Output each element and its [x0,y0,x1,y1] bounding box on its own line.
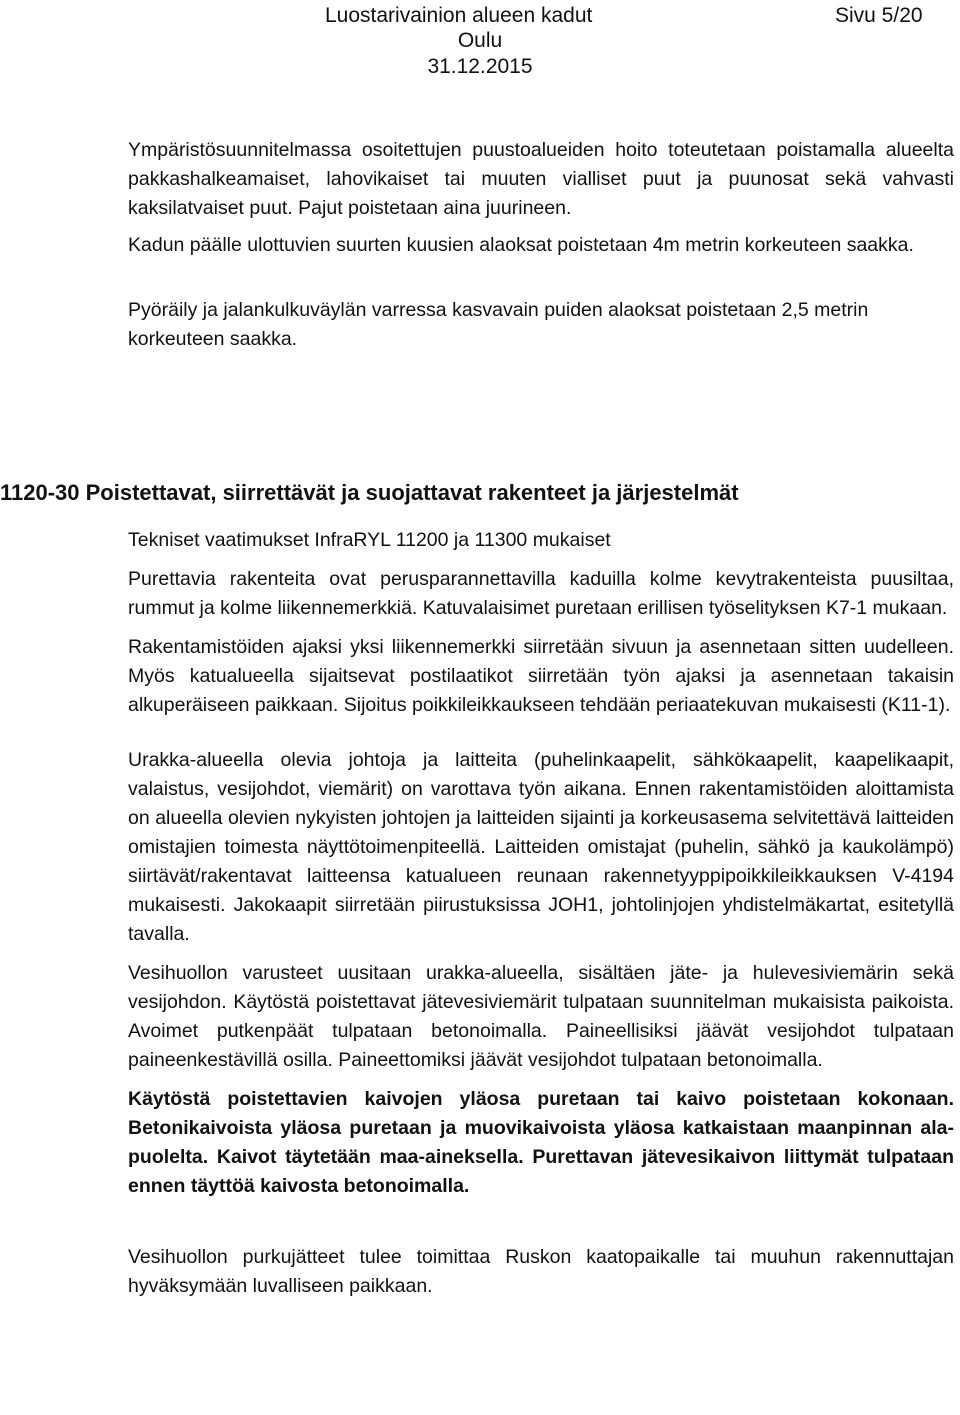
paragraph-utilities: Urakka-alueella olevia johtoja ja laitteita (puhelinkaapelit, sähkökaapelit, kaapelikaapit, valaistus, vesijohdot, viemärit) on varottava työn aikana. Ennen rakentamistöiden aloittamista on alueella olevien nykyisten johtojen ja laitteiden sijainti ja korkeusasema selvitettävä laitteiden omistajien toimesta näyttötoimenpiteellä. Laitteiden omistajat (puhelin, sähkö ja kaukolämpö) siirtävät/rakentavat laitteensa katualueen reunaan rakennetyyppipoikkileikkauksen V-4194 mukaisesti. Jakokaapit siirretään piirustuksissa JOH1, johtolinjojen yhdistelmäkartat, esitetyllä tavalla. [128,749,954,945]
paragraph-cycleway-branches: Pyöräily ja jalankulkuväylän varressa kasvavain puiden alaoksat poistetaan 2,5 metrin korkeuteen saakka. [128,299,869,350]
page-header [0,0,960,90]
paragraph-water-supply: Vesihuollon varusteet uusitaan urakka-alueella, sisältäen jäte- ja hulevesiviemärin sekä vesijohdon. Käytöstä poistettavat jätevesiviemärit tulpataan suunnitelman mukaisista paikoista. Avoimet putkenpäät tulpataan betonoimalla. Paineellisiksi jäävät vesijohdot tulpataan paineenkestävillä osilla. Paineettomiksi jäävät vesijohdot tulpataan betonoimalla. [128,962,954,1071]
paragraph-waste: Vesihuollon purkujätteet tulee toimittaa Ruskon kaatopaikalle tai muuhun rakennuttajan hyväksymään luvalliseen paikkaan. [128,1246,954,1297]
paragraph-demolition: Purettavia rakenteita ovat perusparannettavilla kaduilla kolme kevytrakenteista puusiltaa, rummut ja kolme liikennemerkkiä. Katuvalaisimet puretaan erillisen työselityksen K7-1 mukaan. [128,568,954,619]
paragraph-spruce-branches: Kadun päälle ulottuvien suurten kuusien alaoksat poistetaan 4m metrin korkeuteen saakka. [128,234,914,256]
section-body [128,526,954,1301]
paragraph-relocation: Rakentamistöiden ajaksi yksi liikennemerkki siirretään sivuun ja asennetaan sitten uudelleen. Myös katualueella sijaitsevat postilaatikot siirretään työn ajaksi ja asennetaan takaisin alkuperäiseen paikkaan. Sijoitus poikkileikkaukseen tehdään periaatekuvan mukaisesti (K11-1). [128,636,954,716]
requirements-line: Tekniset vaatimukset InfraRYL 11200 ja 11300 mukaiset [128,529,611,551]
section-heading: 1120-30 Poistettavat, siirrettävät ja suojattavat rakenteet ja järjestelmät [0,480,739,505]
document-title: Luostarivainion alueen kadut [325,4,593,27]
paragraph-manholes: Käytöstä poistettavien kaivojen yläosa puretaan tai kaivo poistetaan kokonaan. Betonikaivoista yläosa puretaan ja muovikaivoista yläosa katkaistaan maanpinnan ala-puolelta. Kaivot täytetään maa-aineksella. Purettavan jätevesikaivon liittymät tulpataan ennen täyttöä kaivosta betonoimalla. [128,1088,954,1197]
header-date: 31.12.2015 [427,55,533,78]
page-number: Sivu 5/20 [835,4,923,27]
intro-text [128,136,954,354]
paragraph-tree-maintenance: Ympäristösuunnitelmassa osoitettujen puustoalueiden hoito toteutetaan poistamalla alueelta pakkashalkeamaiset, lahovikaiset tai muuten vialliset puut ja puunosat sekä vahvasti kaksilatvaiset puut. Pajut poistetaan aina juurineen. [128,139,954,219]
header-city: Oulu [457,29,503,52]
